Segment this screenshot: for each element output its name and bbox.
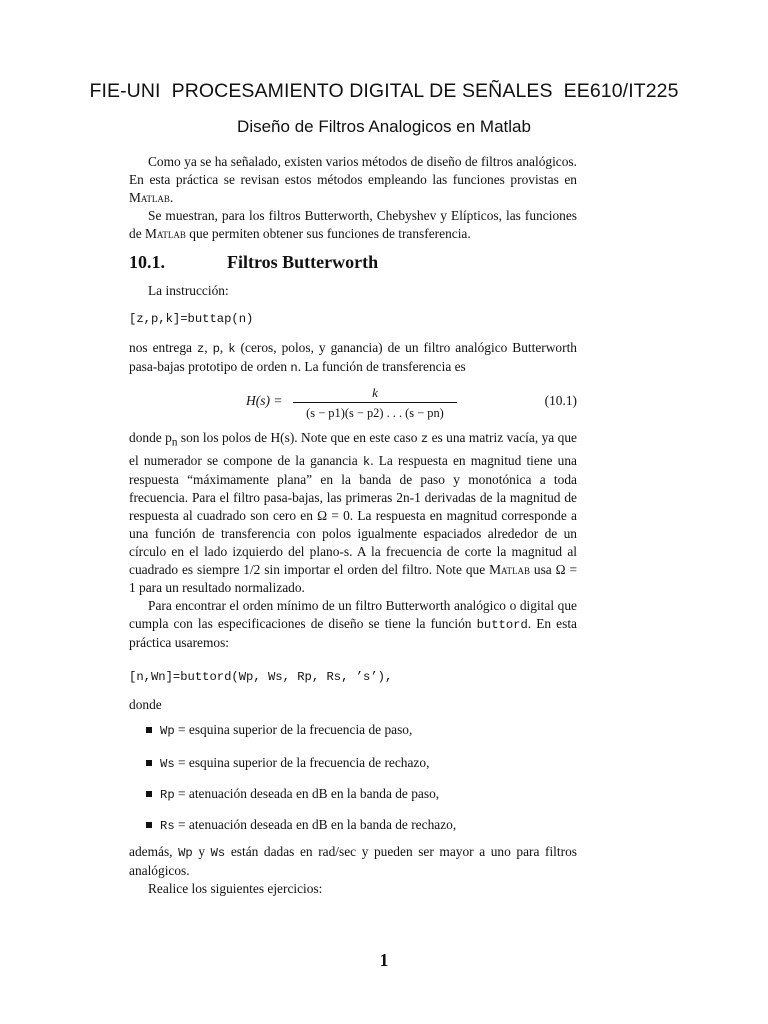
param-code: Wp	[160, 724, 175, 738]
bullet-square-icon	[146, 760, 152, 766]
equation-number: (10.1)	[544, 393, 577, 408]
text: están dadas en rad/sec y pueden ser mayor a uno para filtros analógicos.	[129, 844, 577, 878]
exercises-intro: Realice los siguientes ejercicios:	[148, 881, 323, 896]
param-code: Rp	[160, 788, 175, 802]
paragraph-buttord	[129, 597, 577, 652]
bullet-square-icon	[146, 822, 152, 828]
bullet-square-icon	[146, 791, 152, 797]
code-wp: Wp	[178, 846, 193, 860]
donde-label: donde	[129, 697, 162, 712]
equation-fraction	[293, 384, 457, 421]
subscript: n	[171, 436, 178, 449]
text: . La función de transferencia es	[297, 359, 466, 374]
intro-block	[129, 153, 577, 243]
text: y	[192, 844, 211, 859]
course-header: FIE-UNI PROCESAMIENTO DIGITAL DE SEÑALES EE610/IT225	[89, 80, 679, 102]
matlab-brand: Matlab	[129, 190, 170, 205]
list-item	[146, 722, 412, 738]
intro-text: que permiten obtener sus funciones de transferencia.	[185, 226, 471, 241]
intro-paragraph-1	[129, 153, 577, 207]
text: (ceros, polos, y ganancia) de un filtro analógico Butterworth pasa-bajas prototipo de orden	[129, 340, 578, 374]
instruction-label: La instrucción:	[148, 283, 229, 298]
text: . En esta práctica usaremos:	[129, 615, 577, 650]
document-subtitle: Diseño de Filtros Analogicos en Matlab	[237, 117, 531, 136]
intro-text: Como ya se ha señalado, existen varios métodos de diseño de filtros analógicos. En esta práctica se revisan estos métodos empleando las funciones provistas en	[129, 154, 577, 187]
equation-denominator: (s − p1)(s − p2) . . . (s − pn)	[306, 406, 444, 420]
code-p: p	[212, 342, 220, 356]
text: Para encontrar el orden mínimo de un filtro Butterworth analógico o digital que cumpla con las especificaciones de diseño se tiene la función	[129, 597, 577, 631]
param-text: = atenuación deseada en dB en la banda de paso,	[174, 786, 440, 801]
paragraph-butterworth-description	[129, 429, 577, 652]
code-buttap: [z,p,k]=buttap(n)	[129, 312, 254, 326]
code-z: z	[420, 432, 429, 446]
equation-lhs: H(s) =	[246, 393, 283, 408]
code-ws: Ws	[210, 846, 226, 860]
code-n: n	[290, 361, 298, 375]
bullet-square-icon	[146, 727, 152, 733]
param-text: = atenuación deseada en dB en la banda de rechazo,	[174, 817, 457, 832]
code-buttord-call: [n,Wn]=buttord(Wp, Ws, Rp, Rs, ’s’),	[129, 670, 393, 684]
code-k: k	[228, 342, 236, 356]
text: además,	[129, 844, 179, 859]
text: . La respuesta en magnitud tiene una respuesta “máximamente plana” en la banda de paso y monotónica a toda frecuencia. Para el filtro pasa-bajas, las primeras 2n-1 derivadas de la magnitud de respuesta al cuadrado son cero en Ω = 0. La respuesta en magnitud corresponde a una función de transferencia con polos igualmente espaciados alrededor de un círculo en el lado izquierdo del plano-s. A la frecuencia de corte la magnitud al cuadrado es siempre 1/2 sin importar el orden del filtro. Note que	[129, 452, 577, 577]
text: nos entrega	[129, 340, 197, 355]
intro-paragraph-2	[129, 207, 577, 243]
paragraph-units	[129, 843, 577, 898]
fraction-bar	[293, 402, 457, 403]
equation-numerator: k	[372, 385, 378, 400]
param-text: = esquina superior de la frecuencia de paso,	[174, 722, 413, 737]
text: ,	[204, 340, 213, 355]
matlab-brand: Matlab	[489, 561, 530, 577]
text: donde p	[129, 430, 172, 445]
text: son los polos de H(s). Note que en este caso	[177, 430, 421, 445]
list-item	[146, 817, 456, 833]
intro-text: Se muestran, para los filtros Butterworth, Chebyshev y Elípticos, las funciones de	[129, 208, 577, 241]
matlab-brand: Matlab	[145, 226, 186, 241]
param-code: Ws	[160, 757, 175, 771]
list-item	[146, 786, 439, 802]
section-heading	[129, 252, 378, 273]
text: es una matriz vacía, ya que el numerador se compone de la ganancia	[129, 430, 577, 468]
intro-text: .	[169, 190, 174, 205]
page-number: 1	[379, 950, 389, 970]
code-z: z	[196, 342, 205, 356]
text: ,	[219, 340, 229, 355]
equation-10-1	[129, 384, 577, 424]
text: usa Ω = 1 para un resultado normalizado.	[129, 561, 577, 595]
section-number: 10.1.	[129, 252, 165, 272]
param-text: = esquina superior de la frecuencia de rechazo,	[174, 755, 430, 770]
param-code: Rs	[160, 819, 175, 833]
code-k: k	[362, 454, 371, 469]
code-buttord: buttord	[476, 617, 528, 632]
section-title: Filtros Butterworth	[227, 252, 379, 272]
list-item	[146, 755, 429, 771]
paragraph-buttap	[129, 339, 577, 377]
